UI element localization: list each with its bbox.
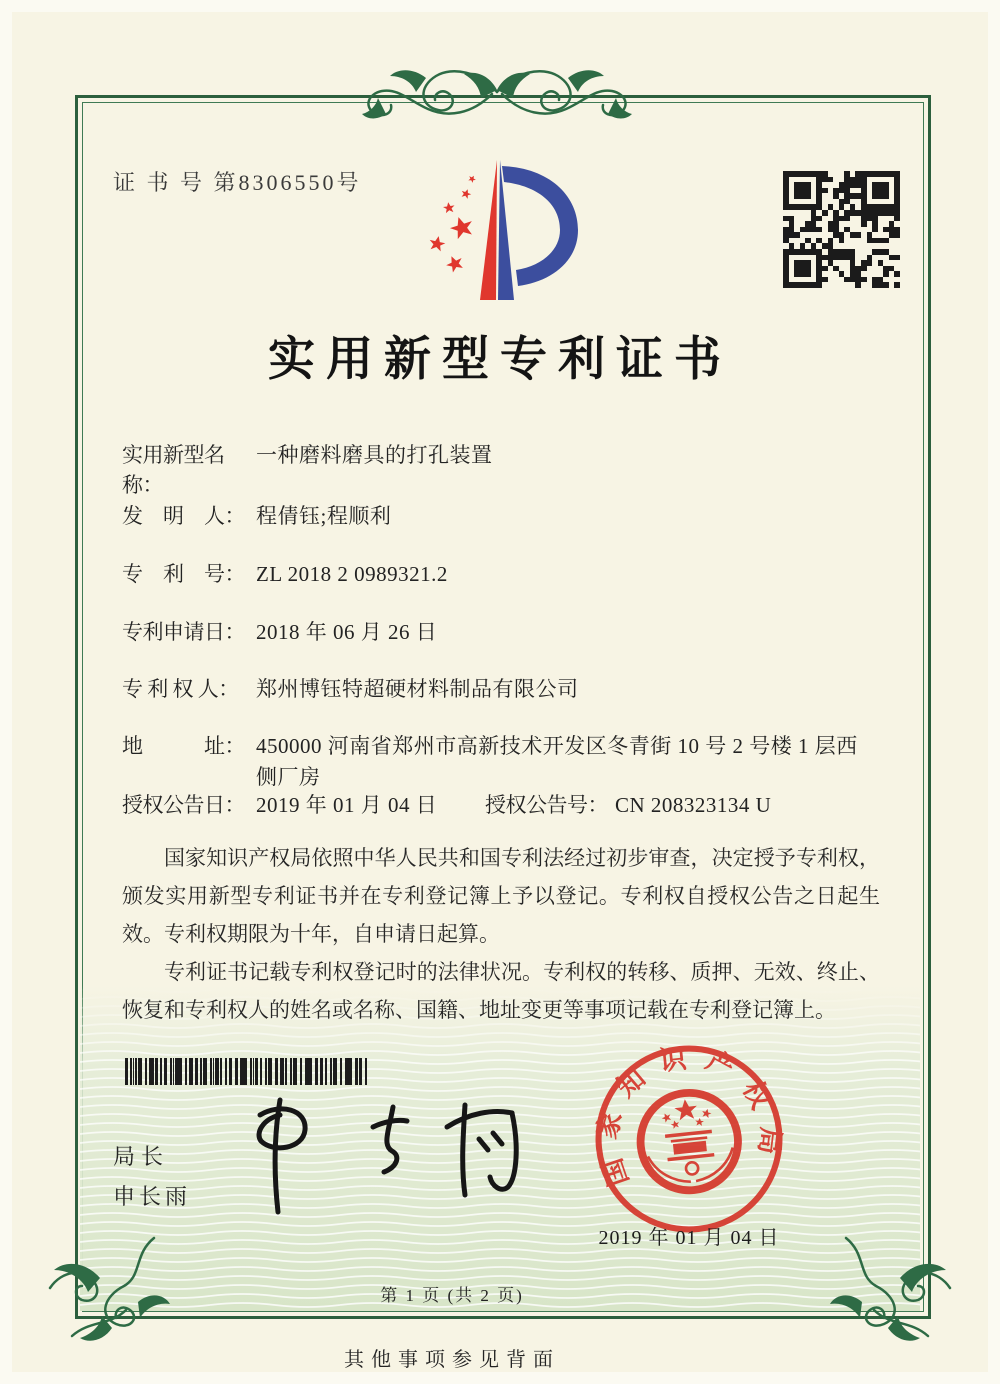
- field-patent-number: [122, 559, 448, 589]
- field-label: 发 明 人：: [122, 504, 245, 528]
- logo-stars: [428, 174, 477, 274]
- cnipa-red-seal: [579, 1029, 799, 1249]
- grant-number-label: 授权公告号：: [485, 793, 608, 817]
- qr-code: [783, 171, 900, 288]
- field-label: 实用新型名称：: [122, 443, 225, 497]
- logo-red-mast: [480, 160, 497, 300]
- field-label: 专 利 权 人：: [122, 677, 239, 701]
- back-side-note: 其他事项参见背面: [344, 1349, 560, 1371]
- grant-number-value: CN 208323134 U: [615, 793, 772, 817]
- legal-paragraph-2: 专利证书记载专利权登记时的法律状况。专利权的转移、质押、无效、终止、恢复和专利权人的姓名或名称、国籍、地址变更等事项记载在专利登记簿上。: [122, 960, 880, 1022]
- field-value: 郑州博钰特超硬材料制品有限公司: [256, 677, 579, 701]
- certificate-number: 证 书 号 第8306550号: [113, 170, 362, 195]
- logo-p-bowl: [502, 166, 578, 286]
- barcode: [125, 1058, 367, 1085]
- field-grant-row: [122, 790, 880, 820]
- grant-date-label: 授权公告日：: [122, 793, 245, 817]
- director-signature: [225, 1085, 535, 1225]
- certificate-title: 实用新型专利证书: [268, 334, 732, 386]
- field-label: 专 利 号：: [122, 562, 245, 586]
- field-value: 450000 河南省郑州市高新技术开发区冬青街 10 号 2 号楼 1 层西侧厂房: [256, 734, 858, 789]
- field-value: 程倩钰;程顺利: [256, 504, 392, 528]
- bottom-left-corner-flourish: [42, 1232, 177, 1342]
- grant-number-pair: [485, 790, 771, 820]
- field-filing-date: [122, 617, 437, 647]
- field-label: 专利申请日：: [122, 620, 245, 644]
- grant-date-value: 2019 年 01 月 04 日: [256, 793, 438, 817]
- field-utility-model-name: [122, 440, 493, 500]
- legal-text-block: [122, 839, 880, 1029]
- field-inventor: [122, 501, 391, 531]
- field-address: [122, 731, 864, 793]
- director-name: 申长雨: [113, 1184, 192, 1209]
- field-label: 地 址：: [122, 734, 245, 758]
- field-value: ZL 2018 2 0989321.2: [256, 562, 448, 586]
- legal-paragraph-1: 国家知识产权局依照中华人民共和国专利法经过初步审查，决定授予专利权，颁发实用新型专利证书并在专利登记簿上予以登记。专利权自授权公告之日起生效。专利权期限为十年，自申请日起算。: [122, 846, 880, 946]
- cnipa-patent-logo-icon: [410, 158, 590, 303]
- field-value: 一种磨料磨具的打孔装置: [256, 443, 493, 467]
- field-value: 2018 年 06 月 26 日: [256, 620, 438, 644]
- seal-date: 2019 年 01 月 04 日: [598, 1227, 780, 1249]
- top-border-flourish: [352, 62, 642, 124]
- field-patentee: [122, 674, 579, 704]
- seal-national-emblem: [636, 1088, 743, 1195]
- page-number: 第 1 页 (共 2 页): [380, 1286, 524, 1305]
- director-title: 局长: [113, 1144, 170, 1169]
- bottom-right-corner-flourish: [823, 1232, 958, 1342]
- seal-text: 国家知识产权局: [591, 1041, 787, 1190]
